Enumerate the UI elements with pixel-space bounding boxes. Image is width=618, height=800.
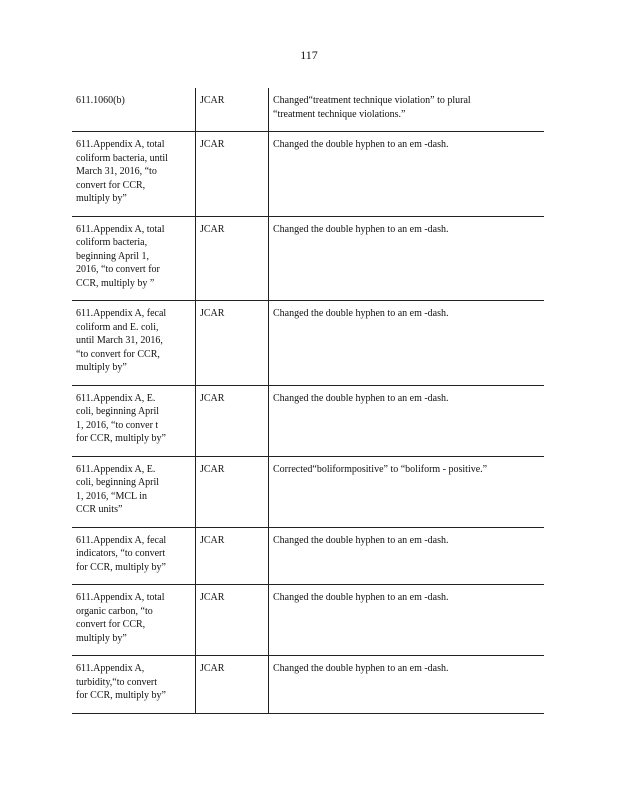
source-text: JCAR <box>200 95 225 106</box>
source-text: JCAR <box>200 463 225 475</box>
change-cell <box>269 585 545 656</box>
change-text: Changed the double hyphen to an em -dash. <box>273 392 449 404</box>
source-cell <box>196 585 269 656</box>
source-cell <box>196 656 269 714</box>
change-text: Corrected“boliformpositive” to “boliform - positive.” <box>273 463 488 475</box>
table-row <box>72 216 544 301</box>
source-text: JCAR <box>200 392 225 404</box>
source-text: JCAR <box>200 308 225 319</box>
source-text: JCAR <box>200 223 225 235</box>
change-cell <box>269 88 545 132</box>
change-text: Changed the double hyphen to an em -dash. <box>273 534 449 546</box>
change-text: Changed the double hyphen to an em -dash. <box>273 592 449 603</box>
section-cell <box>72 456 196 527</box>
section-cell <box>72 585 196 656</box>
table-row <box>72 656 544 714</box>
change-text: Changed the double hyphen to an em -dash. <box>273 223 449 235</box>
change-cell <box>269 456 545 527</box>
source-cell <box>196 88 269 132</box>
section-text: 611.Appendix A, fecal indicators, “to convert for CCR, multiply by” <box>76 534 167 573</box>
change-cell <box>269 527 545 585</box>
table-row <box>72 585 544 656</box>
section-text: 611.Appendix A, E. coli, beginning April 1, 2016, “to conver t for CCR, multiply by” <box>76 392 166 444</box>
source-cell <box>196 456 269 527</box>
section-cell <box>72 132 196 217</box>
changes-table <box>72 88 544 714</box>
change-cell <box>269 385 545 456</box>
source-cell <box>196 301 269 386</box>
change-text: Changed the double hyphen to an em -dash. <box>273 139 449 150</box>
table-row <box>72 301 544 386</box>
section-cell <box>72 88 196 132</box>
section-cell <box>72 301 196 386</box>
section-cell <box>72 527 196 585</box>
section-text: 611.1060(b) <box>76 95 125 106</box>
change-text: Changed the double hyphen to an em -dash. <box>273 663 449 674</box>
section-text: 611.Appendix A, fecal coliform and E. coli, until March 31, 2016, “to convert for CCR, multiply by” <box>76 308 167 373</box>
table-row <box>72 527 544 585</box>
source-cell <box>196 527 269 585</box>
table-row <box>72 385 544 456</box>
section-text: 611.Appendix A, total organic carbon, “to convert for CCR, multiply by” <box>76 592 165 644</box>
source-text: JCAR <box>200 663 225 674</box>
change-text: Changed“treatment technique violation” to plural “treatment technique violations.” <box>273 95 471 120</box>
section-text: 611.Appendix A, total coliform bacteria, beginning April 1, 2016, “to convert for CCR, multiply by ” <box>76 223 165 289</box>
change-cell <box>269 132 545 217</box>
section-cell <box>72 385 196 456</box>
section-text: 611.Appendix A, total coliform bacteria, until March 31, 2016, “to convert for CCR, multiply by” <box>76 139 168 204</box>
source-text: JCAR <box>200 592 225 603</box>
change-cell <box>269 301 545 386</box>
table-row <box>72 132 544 217</box>
change-cell <box>269 656 545 714</box>
table-row <box>72 456 544 527</box>
section-text: 611.Appendix A, turbidity,“to convert for CCR, multiply by” <box>76 663 166 701</box>
change-cell <box>269 216 545 301</box>
section-cell <box>72 216 196 301</box>
table-row <box>72 88 544 132</box>
change-text: Changed the double hyphen to an em -dash. <box>273 308 449 319</box>
source-text: JCAR <box>200 534 225 546</box>
section-text: 611.Appendix A, E. coli, beginning April 1, 2016, “MCL in CCR units” <box>76 463 160 515</box>
source-cell <box>196 216 269 301</box>
page-number: 117 <box>300 48 318 62</box>
section-cell <box>72 656 196 714</box>
source-text: JCAR <box>200 139 225 150</box>
source-cell <box>196 385 269 456</box>
source-cell <box>196 132 269 217</box>
